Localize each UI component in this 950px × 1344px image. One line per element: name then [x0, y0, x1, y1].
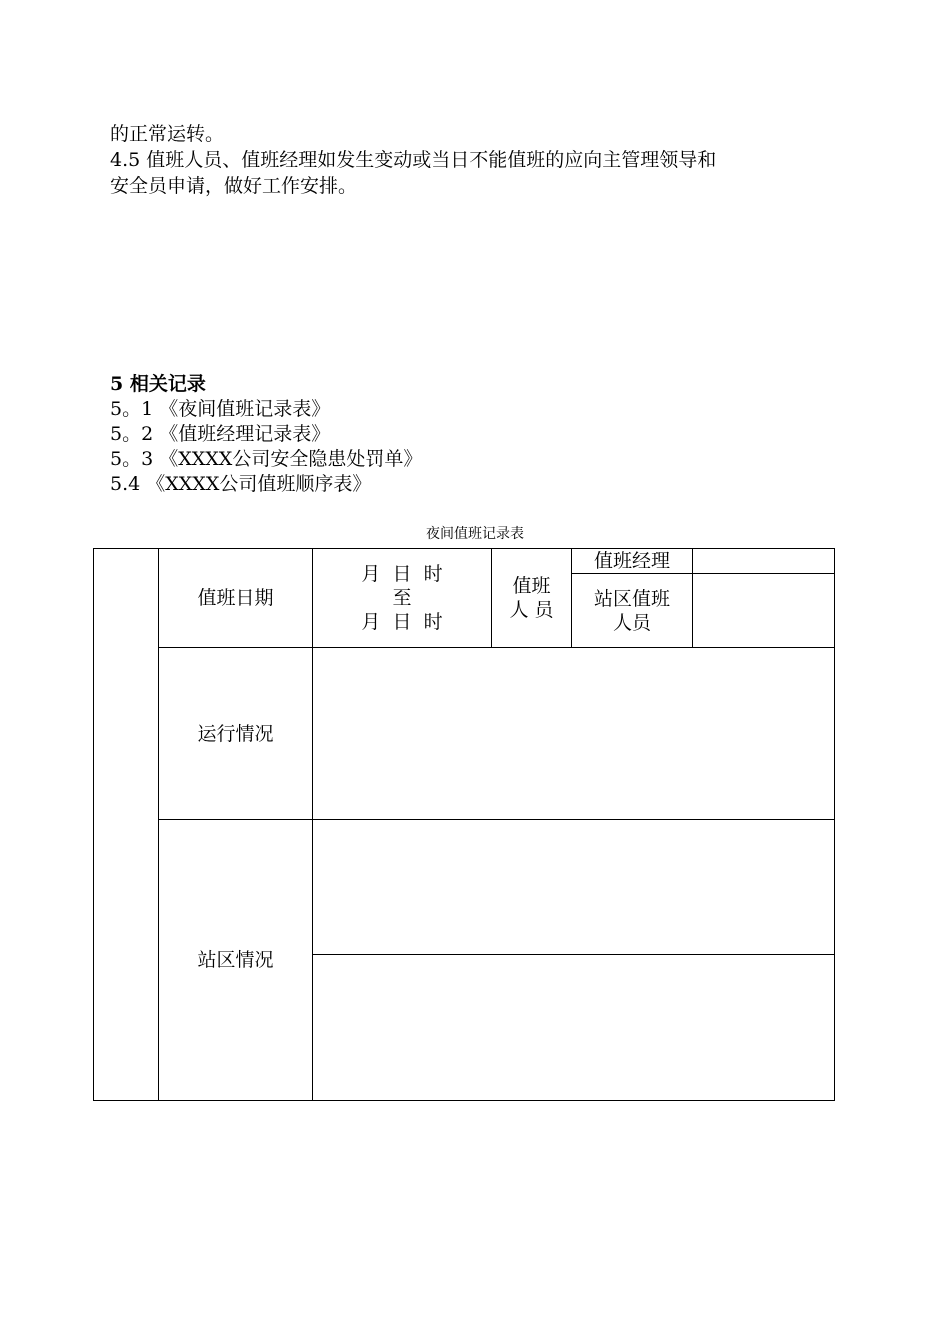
- duty-staff-label-line: 值班: [512, 575, 551, 597]
- station-status-field[interactable]: [313, 955, 834, 1100]
- record-item: 5.4 《XXXX公司值班顺序表》: [110, 473, 372, 495]
- operation-status-field[interactable]: [313, 648, 834, 819]
- station-staff-label-line: 人员: [612, 611, 651, 634]
- end-date-field: 月 日 时: [361, 611, 443, 633]
- duty-record-form: [93, 548, 835, 1101]
- duty-date-range[interactable]: [313, 549, 491, 647]
- station-staff-field[interactable]: [693, 574, 834, 647]
- duty-manager-field[interactable]: [693, 549, 834, 573]
- duty-manager-label: 值班经理: [593, 550, 670, 572]
- paragraph-line: 安全员申请，做好工作安排。: [110, 175, 358, 197]
- duty-date-label: 值班日期: [197, 587, 274, 609]
- operation-status-label: 运行情况: [197, 722, 274, 745]
- station-status-label: 站区情况: [197, 949, 274, 971]
- duty-staff-label: [492, 549, 571, 647]
- record-item: 5。3 《XXXX公司安全隐患处罚单》: [110, 448, 423, 470]
- station-staff-label: [572, 574, 692, 647]
- start-date-field: 月 日 时: [361, 563, 443, 585]
- record-item: 5。1 《夜间值班记录表》: [110, 398, 331, 420]
- duty-staff-label-line: 人 员: [509, 599, 554, 621]
- paragraph-line: 的正常运转。: [110, 123, 225, 145]
- record-item: 5。2 《值班经理记录表》: [110, 423, 331, 445]
- section-heading: 5 相关记录: [110, 373, 206, 395]
- station-staff-label-line: 站区值班: [593, 587, 670, 610]
- paragraph-line: 4.5 值班人员、值班经理如发生变动或当日不能值班的应向主管理领导和: [110, 149, 717, 171]
- form-caption: 夜间值班记录表: [426, 526, 524, 542]
- station-status-field[interactable]: [313, 820, 834, 954]
- date-separator: 至: [392, 587, 412, 609]
